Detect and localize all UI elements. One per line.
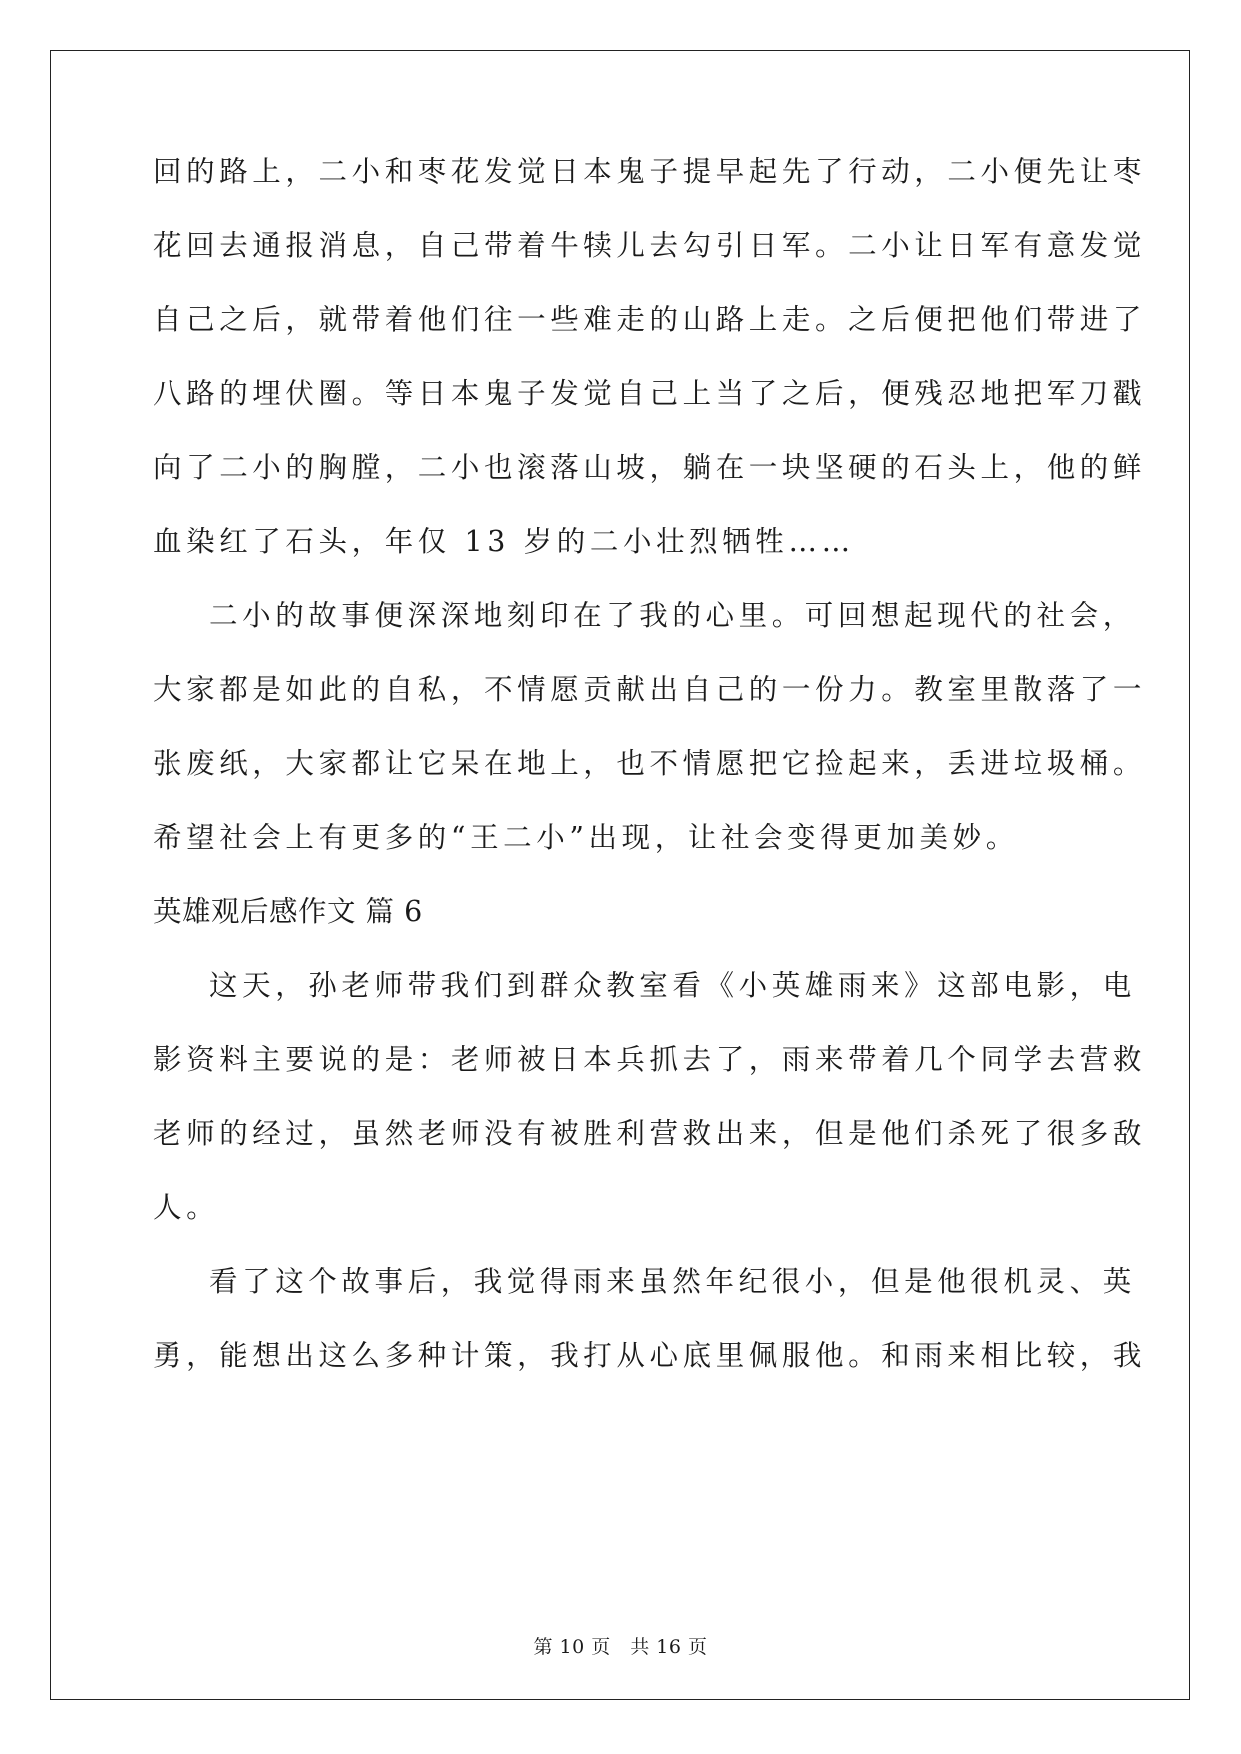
body-line: 勇，能想出这么多种计策，我打从心底里佩服他。和雨来相比较，我 <box>153 1339 1147 1372</box>
body-line: 希望社会上有更多的“王二小”出现，让社会变得更加美妙。 <box>153 821 1019 854</box>
body-line: 回的路上，二小和枣花发觉日本鬼子提早起先了行动，二小便先让枣 <box>153 155 1147 188</box>
page-number: 第 10 页 共 16 页 <box>533 1636 708 1658</box>
body-line: 血染红了石头，年仅 13 岁的二小壮烈牺牲…… <box>153 525 855 558</box>
body-line: 影资料主要说的是：老师被日本兵抓去了，雨来带着几个同学去营救 <box>153 1043 1147 1076</box>
body-line: 老师的经过，虽然老师没有被胜利营救出来，但是他们杀死了很多敌 <box>153 1117 1147 1150</box>
page-border <box>50 50 1190 1700</box>
body-line: 人。 <box>153 1191 220 1224</box>
body-line: 张废纸，大家都让它呆在地上，也不情愿把它捡起来，丢进垃圾桶。 <box>153 747 1147 780</box>
paragraph-start-line: 看了这个故事后，我觉得雨来虽然年纪很小，但是他很机灵、英 <box>209 1265 1136 1298</box>
section-heading: 英雄观后感作文 篇 6 <box>153 895 423 928</box>
body-line: 八路的埋伏圈。等日本鬼子发觉自己上当了之后，便残忍地把军刀戳 <box>153 377 1147 410</box>
paragraph-start-line: 这天，孙老师带我们到群众教室看《小英雄雨来》这部电影，电 <box>209 969 1136 1002</box>
body-line: 向了二小的胸膛，二小也滚落山坡，躺在一块坚硬的石头上，他的鲜 <box>153 451 1147 484</box>
body-line: 大家都是如此的自私，不情愿贡献出自己的一份力。教室里散落了一 <box>153 673 1147 706</box>
body-line: 花回去通报消息，自己带着牛犊儿去勾引日军。二小让日军有意发觉 <box>153 229 1147 262</box>
body-line: 自己之后，就带着他们往一些难走的山路上走。之后便把他们带进了 <box>153 303 1147 336</box>
paragraph-start-line: 二小的故事便深深地刻印在了我的心里。可回想起现代的社会， <box>209 599 1136 632</box>
